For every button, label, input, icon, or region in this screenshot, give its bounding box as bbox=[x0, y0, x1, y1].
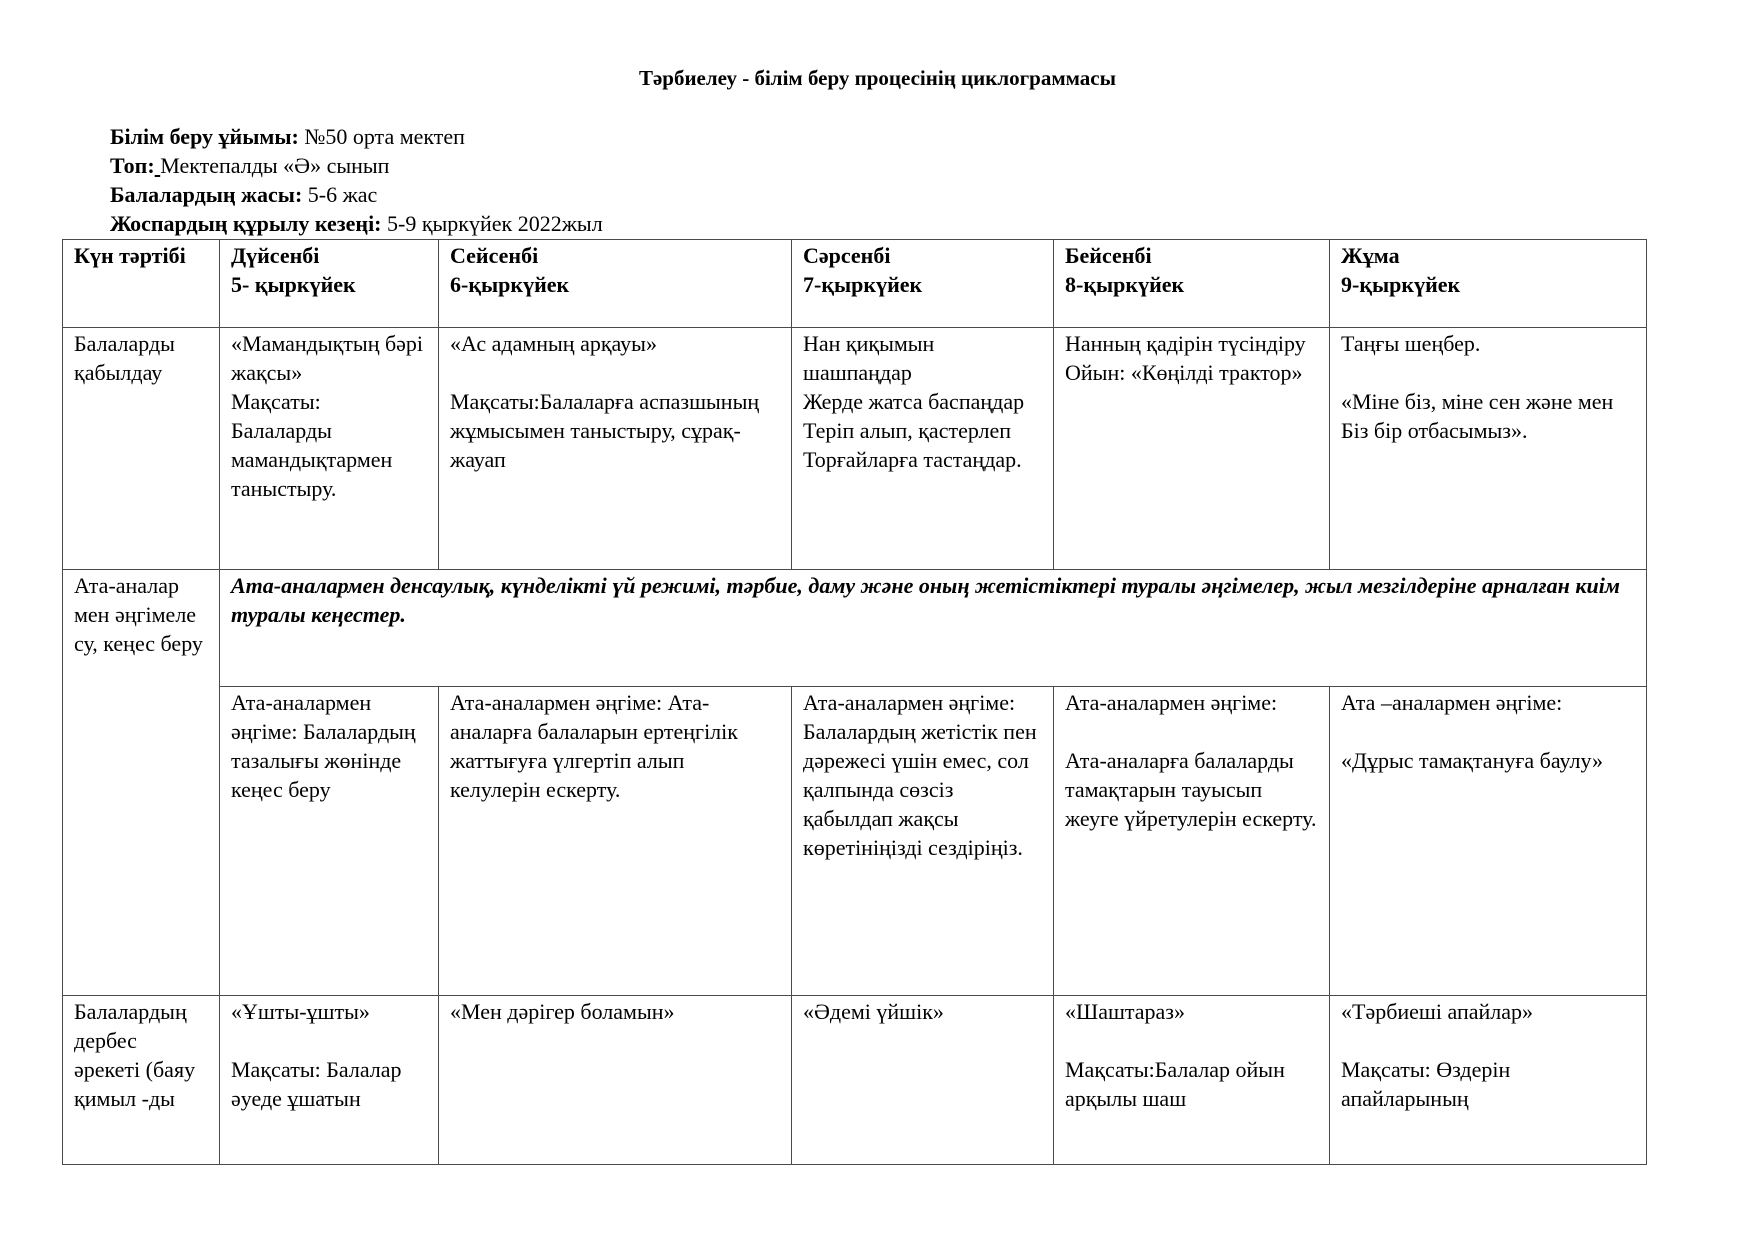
cell-line: Теріп алып, қастерлеп bbox=[803, 418, 1012, 443]
header-date: 6-қыркүйек bbox=[450, 272, 570, 297]
table-header-row bbox=[63, 240, 1647, 328]
row-label-parents: Ата-аналар мен әңгімеле су, кеңес беру bbox=[63, 570, 220, 996]
parents-tuesday: Ата-аналармен әңгіме: Ата-аналарға балаларын ертеңгілік жаттығуға үлгертіп алып келулерін ескерту. bbox=[439, 687, 792, 996]
reception-monday bbox=[220, 328, 439, 570]
meta-age-label: Балалардың жасы: bbox=[110, 182, 303, 207]
cell-line: Нанның қадірін түсіндіру bbox=[1065, 331, 1306, 356]
meta-org bbox=[110, 122, 603, 151]
header-monday bbox=[220, 240, 439, 328]
header-schedule: Күн тәртібі bbox=[63, 240, 220, 328]
cell-line: «Тәрбиеші апайлар» bbox=[1341, 999, 1534, 1024]
cell-line: Мақсаты:Балалар ойын арқылы шаш bbox=[1065, 1057, 1285, 1111]
meta-age bbox=[110, 180, 603, 209]
cell-line: «Дұрыс тамақтануға баулу» bbox=[1341, 748, 1604, 773]
meta-age-value: 5-6 жас bbox=[302, 182, 378, 207]
cell-line: «Ас адамның арқауы» bbox=[450, 331, 657, 356]
cell-line: Ата –аналармен әңгіме: bbox=[1341, 690, 1563, 715]
cell-line: Таңғы шеңбер. bbox=[1341, 331, 1481, 356]
cell-line: Мақсаты: Өздерін апайларының bbox=[1341, 1057, 1511, 1111]
meta-org-value: №50 орта мектеп bbox=[298, 124, 465, 149]
cell-spacer bbox=[1341, 1026, 1635, 1055]
reception-tuesday bbox=[439, 328, 792, 570]
table-row-reception bbox=[63, 328, 1647, 570]
cell-line: «Мен дәрігер боламын» bbox=[450, 999, 675, 1024]
cell-line: «Міне біз, міне сен және мен bbox=[1341, 389, 1614, 414]
cell-line: Нан қиқымын шашпаңдар bbox=[803, 331, 935, 385]
meta-period bbox=[110, 209, 603, 238]
activity-tuesday bbox=[439, 996, 792, 1165]
cell-spacer bbox=[1065, 1026, 1318, 1055]
cell-line: Мақсаты: Балаларды мамандықтармен таныстыру. bbox=[231, 389, 393, 501]
cell-line: «Шаштараз» bbox=[1065, 999, 1186, 1024]
page-title: Тәрбиелеу - білім беру процесінің циклограммасы bbox=[638, 66, 1117, 90]
header-date: 8-қыркүйек bbox=[1065, 272, 1185, 297]
row-label-independent: Балалардың дербес әрекеті (баяу қимыл -ды bbox=[63, 996, 220, 1165]
header-friday bbox=[1330, 240, 1647, 328]
cell-line: Ойын: «Көңілді трактор» bbox=[1065, 360, 1303, 385]
cell-spacer bbox=[1341, 358, 1635, 387]
meta-org-label: Білім беру ұйымы: bbox=[110, 124, 299, 149]
cell-line: Жерде жатса баспаңдар bbox=[803, 389, 1025, 414]
meta-group bbox=[110, 151, 603, 180]
parents-wednesday: Ата-аналармен әңгіме: Балалардың жетістік пен дәрежесі үшін емес, сол қалпында сөзсіз қабылдап жақсы көретініңізді сездіріңіз. bbox=[792, 687, 1054, 996]
reception-thursday bbox=[1054, 328, 1330, 570]
cell-line: «Әдемі үйшік» bbox=[803, 999, 944, 1024]
row-label-reception: Балаларды қабылдау bbox=[63, 328, 220, 570]
parents-thursday bbox=[1054, 687, 1330, 996]
activity-wednesday bbox=[792, 996, 1054, 1165]
header-day: Сәрсенбі bbox=[803, 243, 891, 268]
cell-line: «Мамандықтың бәрі жақсы» bbox=[231, 331, 424, 385]
cell-line: Торғайларға тастаңдар. bbox=[803, 447, 1022, 472]
header-day: Сейсенбі bbox=[450, 243, 539, 268]
document-meta bbox=[110, 122, 603, 238]
cell-spacer bbox=[1065, 717, 1318, 746]
meta-period-value: 5-9 қыркүйек 2022жыл bbox=[381, 211, 603, 236]
header-day: Бейсенбі bbox=[1065, 243, 1152, 268]
cell-line: Мақсаты:Балаларға аспазшының жұмысымен таныстыру, сұрақ-жауап bbox=[450, 389, 760, 472]
cell-line: Мақсаты: Балалар әуеде ұшатын bbox=[231, 1057, 402, 1111]
activity-monday bbox=[220, 996, 439, 1165]
cell-spacer bbox=[231, 1026, 427, 1055]
header-thursday bbox=[1054, 240, 1330, 328]
cyclogram-table bbox=[62, 239, 1647, 1165]
header-date: 7-қыркүйек bbox=[803, 272, 923, 297]
parents-general-note: Ата-аналармен денсаулық, күнделікті үй режимі, тәрбие, даму және оның жетістіктері туралы әңгімелер, жыл мезгілдеріне арналған киім туралы кеңестер. bbox=[220, 570, 1647, 687]
header-date: 9-қыркүйек bbox=[1341, 272, 1461, 297]
activity-thursday bbox=[1054, 996, 1330, 1165]
parents-friday bbox=[1330, 687, 1647, 996]
cell-line: Ата-аналармен әңгіме: bbox=[1065, 690, 1278, 715]
cell-spacer bbox=[1341, 717, 1635, 746]
table-row-independent-activity bbox=[63, 996, 1647, 1165]
header-day: Жұма bbox=[1341, 243, 1400, 268]
header-wednesday bbox=[792, 240, 1054, 328]
cell-spacer bbox=[450, 358, 780, 387]
reception-friday bbox=[1330, 328, 1647, 570]
meta-period-label: Жоспардың құрылу кезеңі: bbox=[110, 211, 382, 236]
cell-line: Ата-аналарға балаларды тамақтарын тауысып жеуге үйретулерін ескерту. bbox=[1065, 748, 1317, 831]
cell-line: Біз бір отбасымыз». bbox=[1341, 418, 1528, 443]
meta-group-label: Топ: bbox=[110, 153, 155, 178]
table-row-parents-general bbox=[63, 570, 1647, 687]
table-row-parents-daily bbox=[63, 687, 1647, 996]
parents-monday: Ата-аналармен әңгіме: Балалардың тазалығы жөнінде кеңес беру bbox=[220, 687, 439, 996]
header-date: 5- қыркүйек bbox=[231, 272, 356, 297]
header-tuesday bbox=[439, 240, 792, 328]
meta-group-value: Мектепалды «Ә» сынып bbox=[160, 153, 390, 178]
cell-line: «Ұшты-ұшты» bbox=[231, 999, 370, 1024]
header-day: Дүйсенбі bbox=[231, 243, 320, 268]
activity-friday bbox=[1330, 996, 1647, 1165]
reception-wednesday bbox=[792, 328, 1054, 570]
